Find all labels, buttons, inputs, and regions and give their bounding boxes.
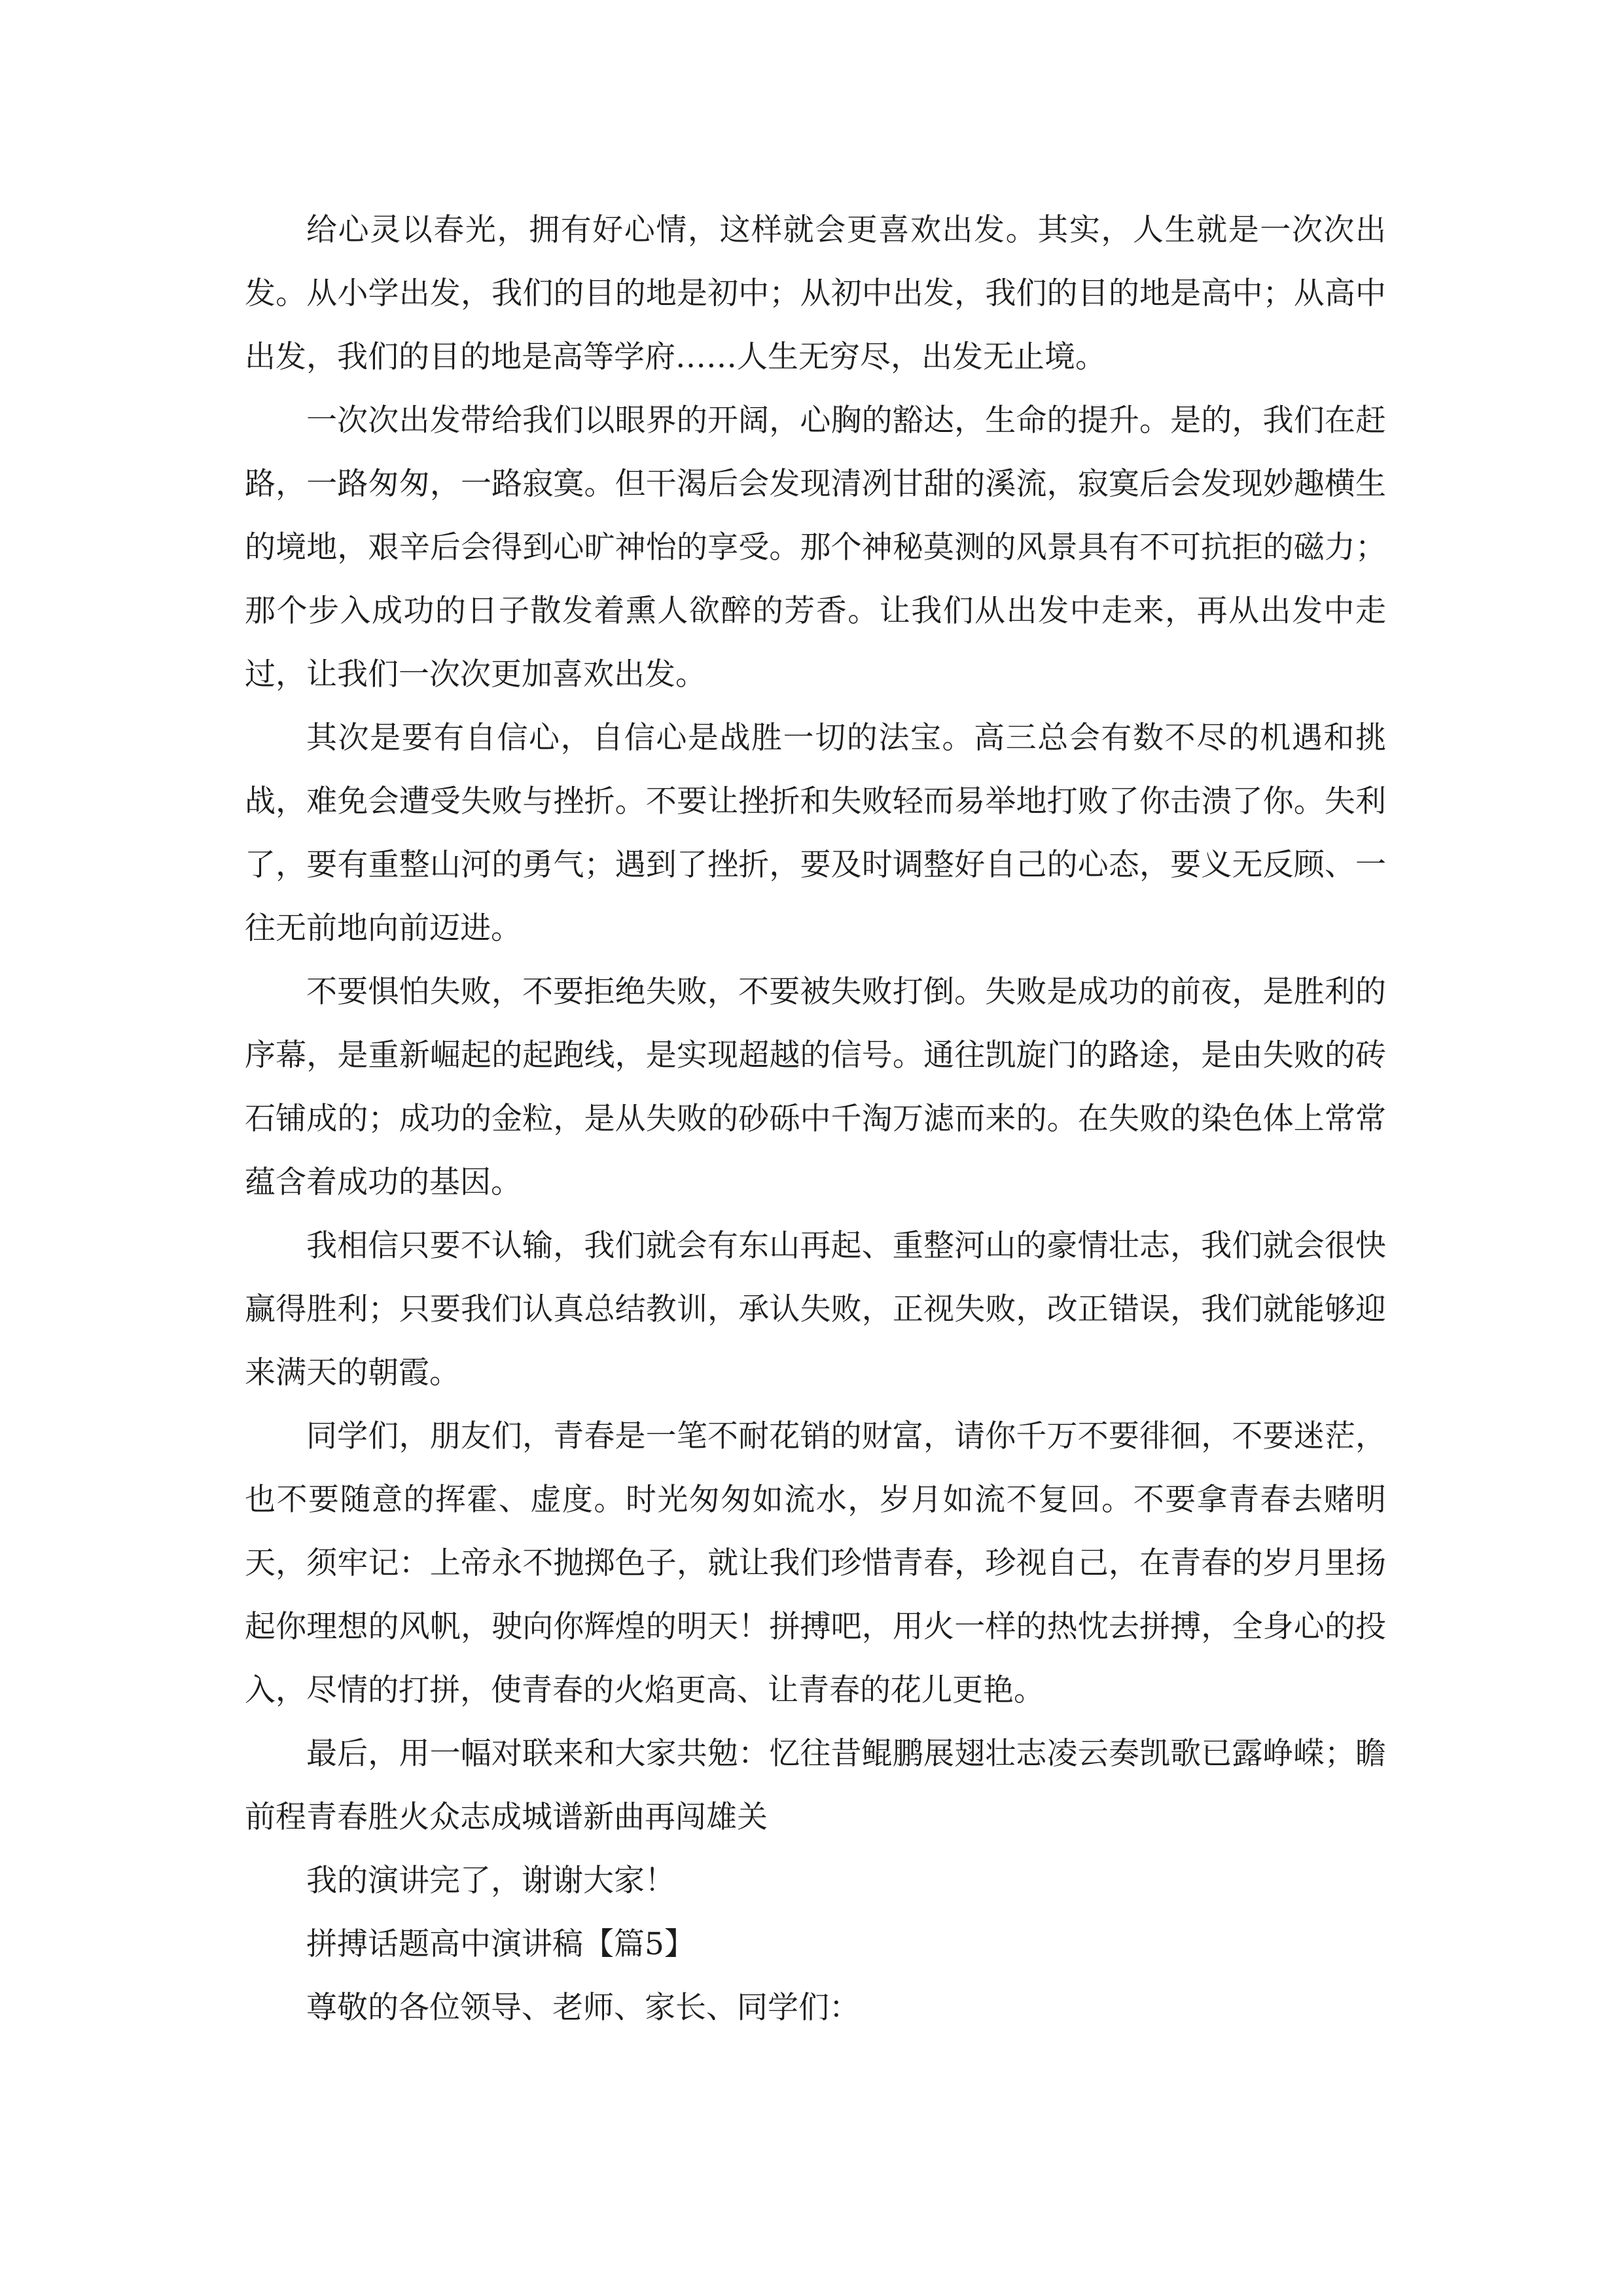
salutation: 尊敬的各位领导、老师、家长、同学们：	[306, 1990, 860, 2026]
paragraph-7: 最后，用一幅对联来和大家共勉：忆往昔鲲鹏展翅壮志凌云奏凯歌已露峥嵘；瞻前程青春胜火众志成城谱新曲再闯雄关	[245, 1736, 1386, 1835]
document-body	[245, 198, 1386, 2039]
paragraph-6: 同学们，朋友们，青春是一笔不耐花销的财富，请你千万不要徘徊，不要迷茫，也不要随意的挥霍、虚度。时光匆匆如流水，岁月如流不复回。不要拿青春去赌明天，须牢记：上帝永不抛掷色子，就让我们珍惜青春，珍视自己，在青春的岁月里扬起你理想的风帆，驶向你辉煌的明天！拼搏吧，用火一样的热忱去拼搏，全身心的投入，尽情的打拼，使青春的火焰更高、让青春的花儿更艳。	[245, 1418, 1386, 1708]
section-heading: 拼搏话题高中演讲稿【篇5】	[306, 1926, 695, 1962]
paragraph-1: 给心灵以春光，拥有好心情，这样就会更喜欢出发。其实，人生就是一次次出发。从小学出发，我们的目的地是初中；从初中出发，我们的目的地是高中；从高中出发，我们的目的地是高等学府……人生无穷尽，出发无止境。	[245, 212, 1386, 375]
paragraph-5: 我相信只要不认输，我们就会有东山再起、重整河山的豪情壮志，我们就会很快赢得胜利；只要我们认真总结教训，承认失败，正视失败，改正错误，我们就能够迎来满天的朝霞。	[245, 1228, 1386, 1391]
paragraph-4: 不要惧怕失败，不要拒绝失败，不要被失败打倒。失败是成功的前夜，是胜利的序幕，是重新崛起的起跑线，是实现超越的信号。通往凯旋门的路途，是由失败的砖石铺成的；成功的金粒，是从失败的砂砾中千淘万滤而来的。在失败的染色体上常常蕴含着成功的基因。	[245, 974, 1386, 1200]
paragraph-3: 其次是要有自信心，自信心是战胜一切的法宝。高三总会有数不尽的机遇和挑战，难免会遭受失败与挫折。不要让挫折和失败轻而易举地打败了你击溃了你。失利了，要有重整山河的勇气；遇到了挫折，要及时调整好自己的心态，要义无反顾、一往无前地向前迈进。	[245, 720, 1386, 946]
paragraph-2: 一次次出发带给我们以眼界的开阔，心胸的豁达，生命的提升。是的，我们在赶路，一路匆匆，一路寂寞。但干渴后会发现清冽甘甜的溪流，寂寞后会发现妙趣横生的境地，艰辛后会得到心旷神怡的享受。那个神秘莫测的风景具有不可抗拒的磁力；那个步入成功的日子散发着熏人欲醉的芳香。让我们从出发中走来，再从出发中走过，让我们一次次更加喜欢出发。	[245, 403, 1386, 692]
closing-line: 我的演讲完了，谢谢大家！	[306, 1863, 675, 1899]
